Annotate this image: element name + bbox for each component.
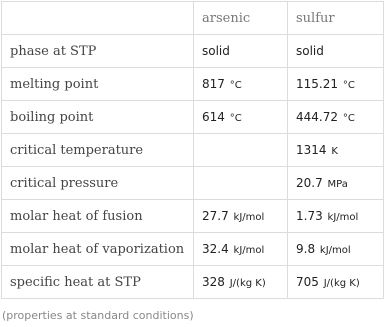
sulfur-value bbox=[288, 167, 384, 200]
sulfur-value bbox=[288, 200, 384, 233]
row-label: critical pressure bbox=[2, 167, 194, 200]
value-number: 115.21 bbox=[296, 77, 338, 91]
value-number: 1.73 bbox=[296, 209, 323, 223]
value-unit: MPa bbox=[327, 179, 348, 190]
row-label: molar heat of vaporization bbox=[2, 233, 194, 266]
value-unit: °C bbox=[342, 113, 355, 124]
row-label: molar heat of fusion bbox=[2, 200, 194, 233]
table-row bbox=[2, 266, 384, 299]
table-row bbox=[2, 35, 384, 68]
value-number: 328 bbox=[202, 275, 225, 289]
value-number: 1314 bbox=[296, 143, 327, 157]
value-unit: °C bbox=[229, 80, 242, 91]
column-header-sulfur: sulfur bbox=[288, 2, 384, 35]
row-label: critical temperature bbox=[2, 134, 194, 167]
arsenic-value bbox=[194, 233, 288, 266]
arsenic-value bbox=[194, 200, 288, 233]
value-number: 27.7 bbox=[202, 209, 229, 223]
value-number: 614 bbox=[202, 110, 225, 124]
arsenic-value bbox=[194, 134, 288, 167]
row-label: phase at STP bbox=[2, 35, 194, 68]
table-row bbox=[2, 134, 384, 167]
value-number: 817 bbox=[202, 77, 225, 91]
value-number: solid bbox=[202, 44, 230, 58]
value-unit: °C bbox=[229, 113, 242, 124]
value-number: 20.7 bbox=[296, 176, 323, 190]
value-number: 32.4 bbox=[202, 242, 229, 256]
column-header-corner bbox=[2, 2, 194, 35]
table-row bbox=[2, 167, 384, 200]
properties-table bbox=[1, 1, 384, 299]
table-row bbox=[2, 233, 384, 266]
value-unit: J/(kg K) bbox=[323, 278, 360, 289]
sulfur-value bbox=[288, 101, 384, 134]
value-number: 705 bbox=[296, 275, 319, 289]
value-unit: kJ/mol bbox=[327, 212, 359, 223]
sulfur-value bbox=[288, 266, 384, 299]
arsenic-value bbox=[194, 68, 288, 101]
table-header-row bbox=[2, 2, 384, 35]
row-label: boiling point bbox=[2, 101, 194, 134]
sulfur-value bbox=[288, 134, 384, 167]
value-unit: °C bbox=[342, 80, 355, 91]
table-row bbox=[2, 68, 384, 101]
footnote: (properties at standard conditions) bbox=[2, 309, 194, 322]
row-label: specific heat at STP bbox=[2, 266, 194, 299]
table-row bbox=[2, 200, 384, 233]
table-row bbox=[2, 101, 384, 134]
value-number: solid bbox=[296, 44, 324, 58]
arsenic-value bbox=[194, 35, 288, 68]
sulfur-value bbox=[288, 35, 384, 68]
sulfur-value bbox=[288, 233, 384, 266]
value-unit: K bbox=[331, 146, 338, 157]
value-unit: J/(kg K) bbox=[229, 278, 266, 289]
value-unit: kJ/mol bbox=[233, 245, 265, 256]
value-number: 9.8 bbox=[296, 242, 316, 256]
arsenic-value bbox=[194, 266, 288, 299]
arsenic-value bbox=[194, 167, 288, 200]
value-number: 444.72 bbox=[296, 110, 338, 124]
sulfur-value bbox=[288, 68, 384, 101]
arsenic-value bbox=[194, 101, 288, 134]
value-unit: kJ/mol bbox=[233, 212, 265, 223]
column-header-arsenic: arsenic bbox=[194, 2, 288, 35]
value-unit: kJ/mol bbox=[319, 245, 351, 256]
row-label: melting point bbox=[2, 68, 194, 101]
